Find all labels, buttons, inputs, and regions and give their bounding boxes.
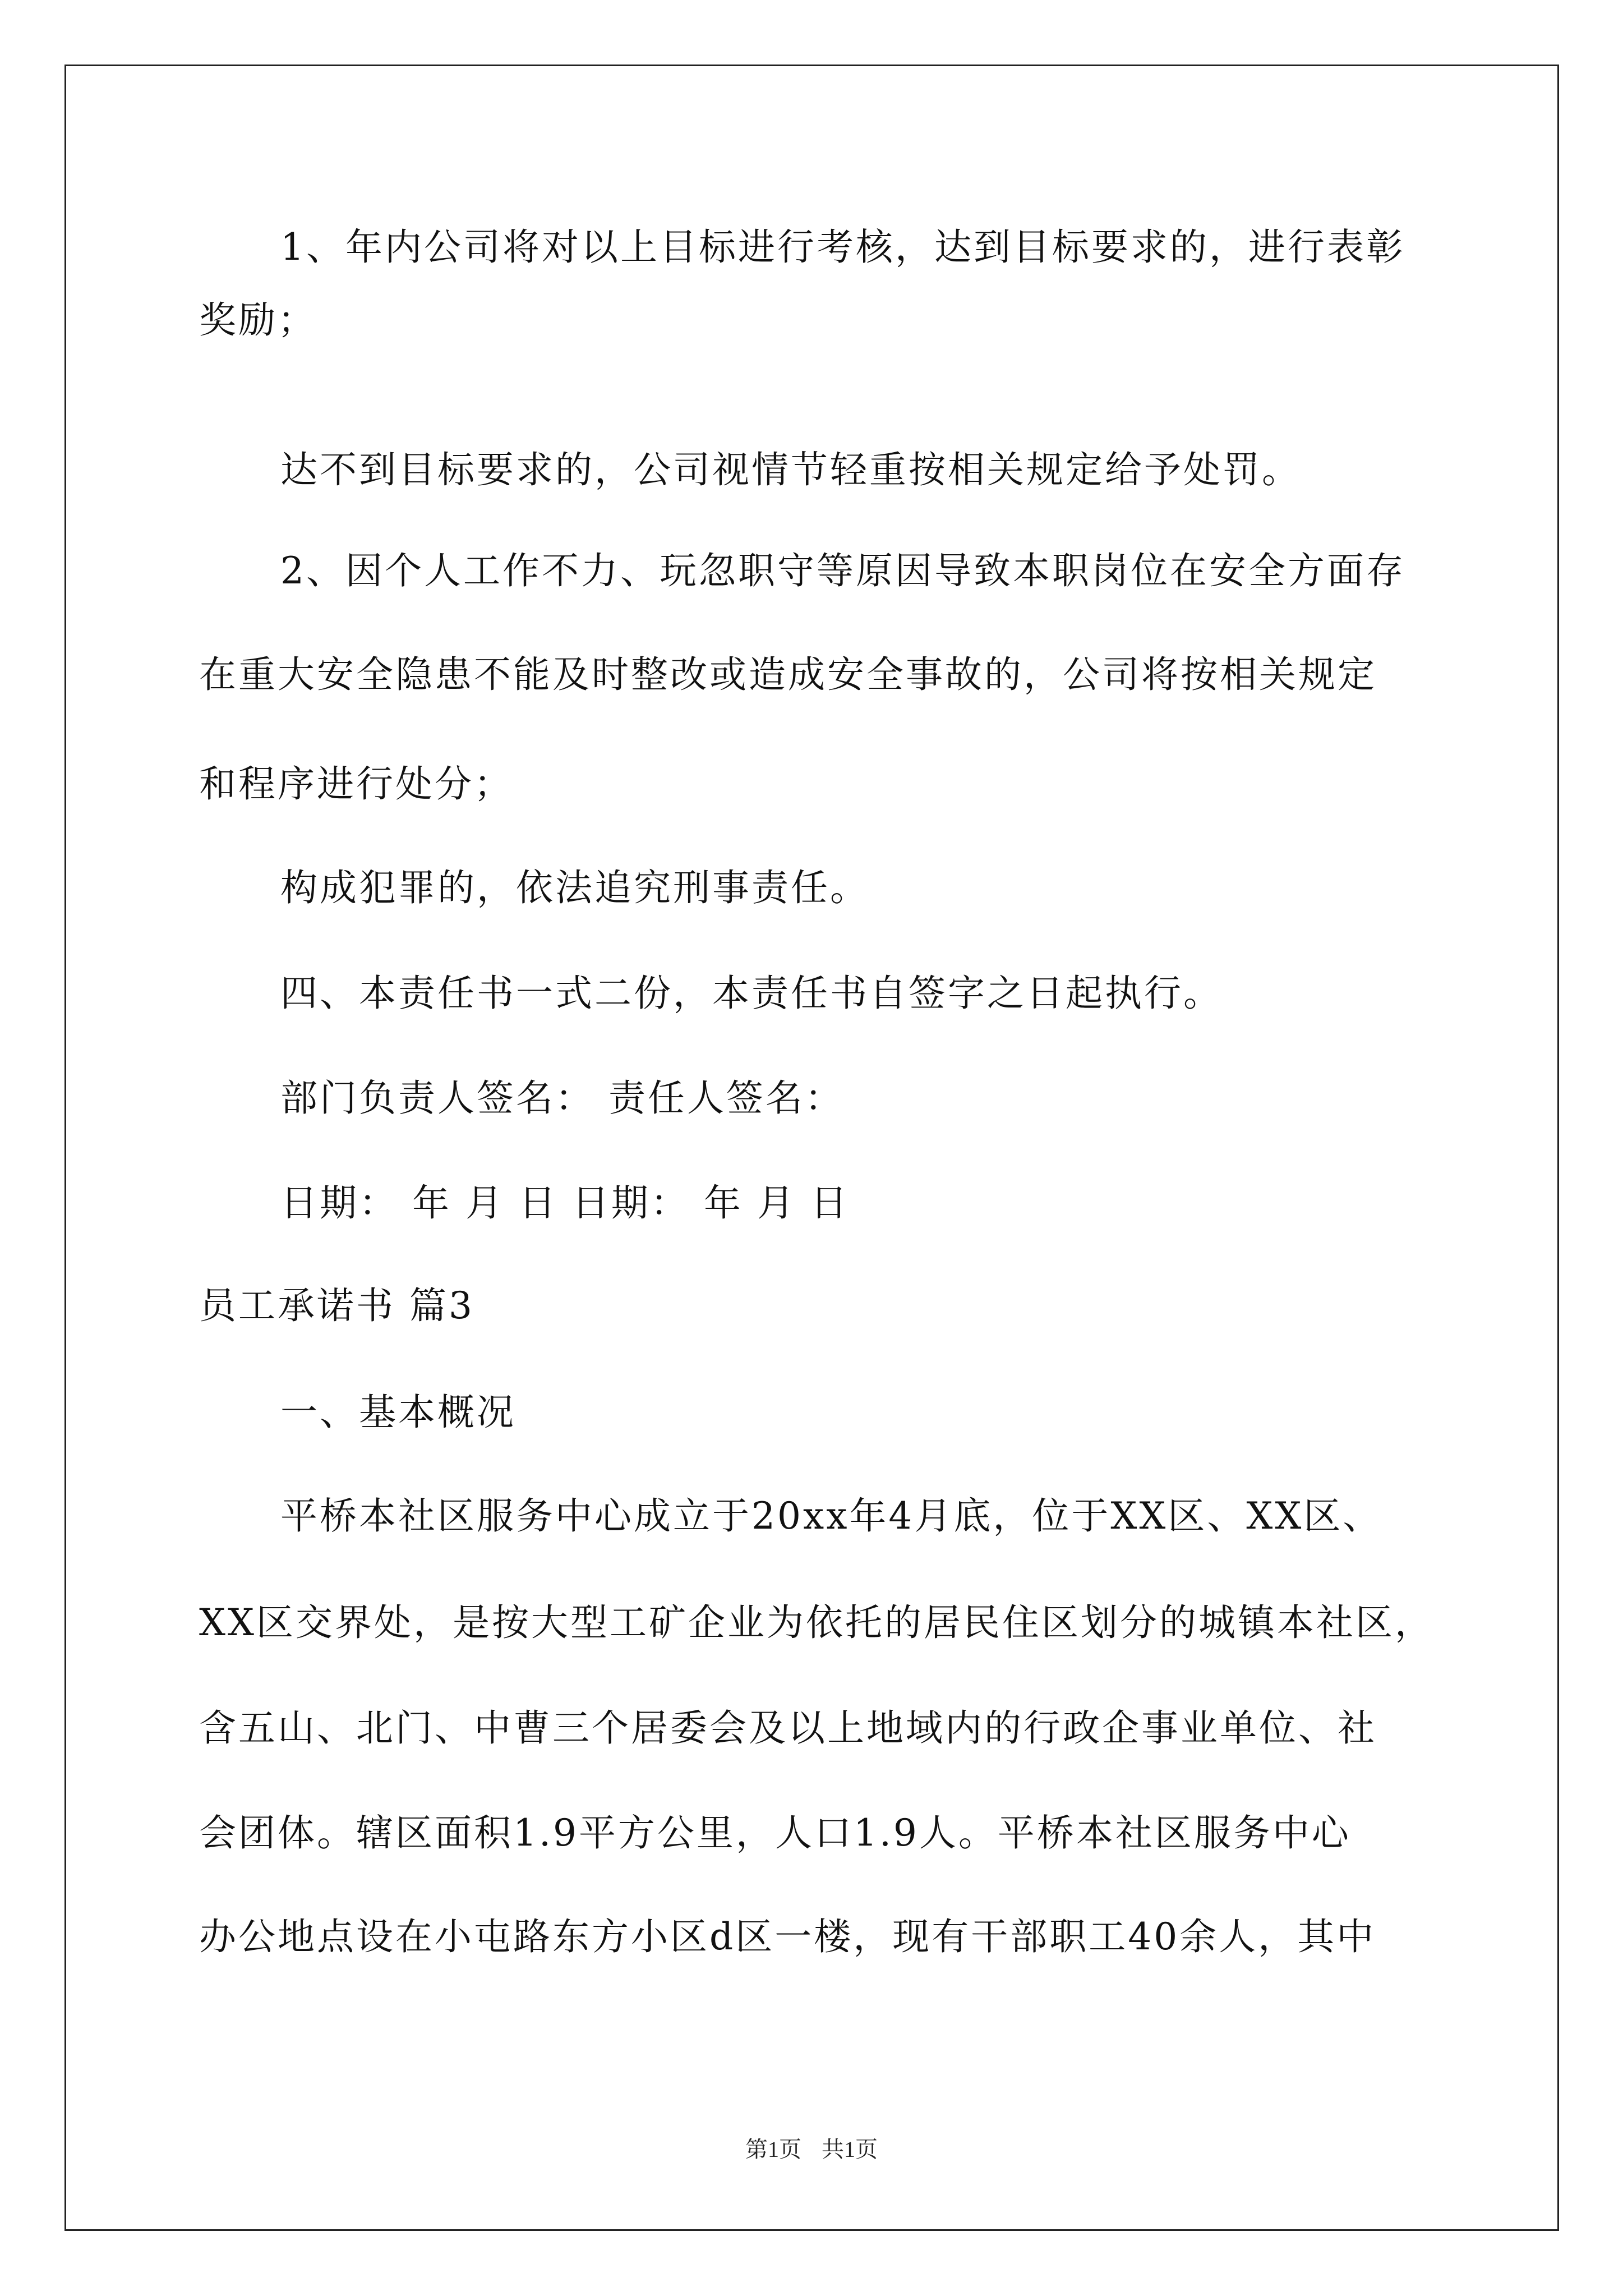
paragraph-line: 1、年内公司将对以上目标进行考核，达到目标要求的，进行表彰 [280,226,1405,269]
signature-line: 部门负责人签名： 责任人签名： [280,1076,844,1120]
date-line: 日期： 年 月 日 日期： 年 月 日 [280,1181,850,1225]
paragraph-line: 奖励； [199,298,317,342]
paragraph-line: 平桥本社区服务中心成立于20xx年4月底，位于XX区、XX区、 [280,1494,1382,1538]
paragraph-line: 含五山、北门、中曹三个居委会及以上地域内的行政企事业单位、社 [199,1706,1377,1750]
paragraph-line: 四、本责任书一式二份，本责任书自签字之日起执行。 [280,972,1223,1015]
page-footer [0,2132,1623,2164]
paragraph-line: 和程序进行处分； [199,762,513,806]
page-border [64,65,1559,2231]
paragraph-line: 在重大安全隐患不能及时整改或造成安全事故的，公司将按相关规定 [199,653,1377,696]
paragraph-line: 会团体。辖区面积1.9平方公里，人口1.9人。平桥本社区服务中心 [199,1811,1351,1855]
paragraph-line: XX区交界处，是按大型工矿企业为依托的居民住区划分的城镇本社区， [199,1601,1434,1644]
paragraph-line: 2、因个人工作不力、玩忽职守等原因导致本职岗位在安全方面存 [280,549,1405,592]
paragraph-line: 构成犯罪的，依法追究刑事责任。 [280,866,869,909]
page-number: 第1页 [745,2137,801,2162]
paragraph-line: 达不到目标要求的，公司视情节轻重按相关规定给予处罚。 [280,448,1301,491]
subsection-heading: 一、基本概况 [280,1391,516,1434]
paragraph-line: 办公地点设在小屯路东方小区d区一楼，现有干部职工40余人，其中 [199,1915,1376,1958]
section-heading: 员工承诺书 篇3 [199,1284,474,1327]
page-total: 共1页 [822,2137,878,2162]
